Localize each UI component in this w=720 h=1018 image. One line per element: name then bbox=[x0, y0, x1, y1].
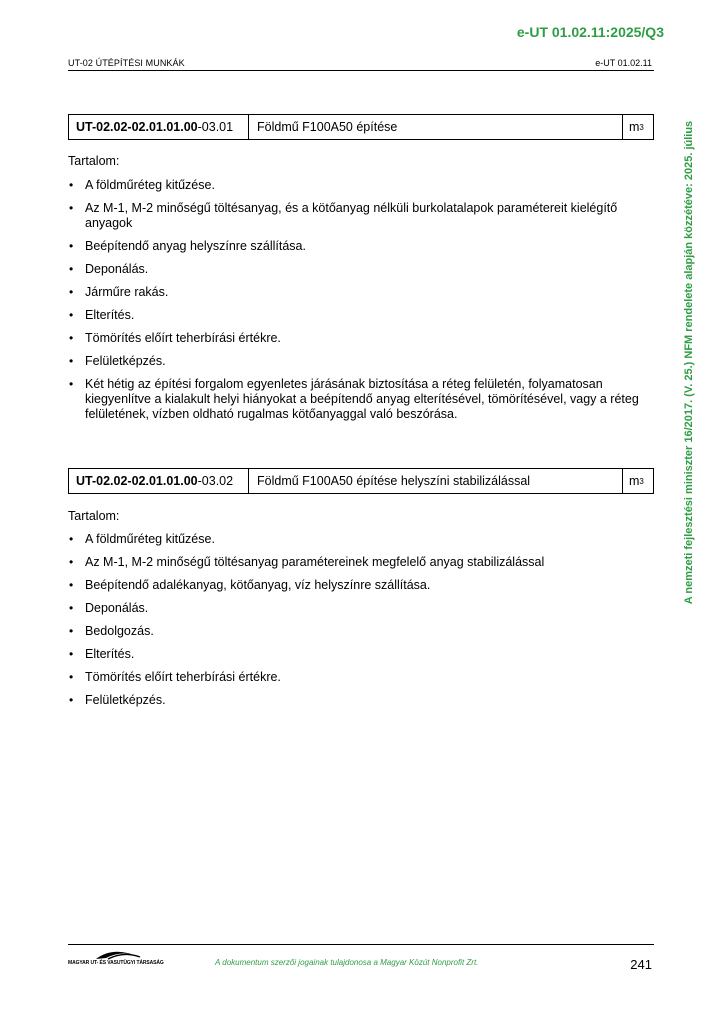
list-item: • A földműréteg kitűzése. bbox=[68, 178, 648, 193]
list-item: • Felületképzés. bbox=[68, 693, 648, 708]
list-item: • Az M-1, M-2 minőségű töltésanyag paramétereinek megfelelő anyag stabilizálással bbox=[68, 555, 648, 570]
content-label: Tartalom: bbox=[68, 509, 120, 523]
item-title: Földmű F100A50 építése bbox=[249, 115, 623, 139]
list-item: • Bedolgozás. bbox=[68, 624, 648, 639]
list-item: • A földműréteg kitűzése. bbox=[68, 532, 648, 547]
list-item: • Elterítés. bbox=[68, 647, 648, 662]
item-code-suffix: -03.01 bbox=[197, 120, 234, 134]
list-item: • Az M-1, M-2 minőségű töltésanyag, és a kötőanyag nélküli burkolatalapok paramétereit kielégítő anyagok bbox=[68, 201, 648, 231]
content-label: Tartalom: bbox=[68, 154, 120, 168]
unit-exponent: 3 bbox=[639, 122, 644, 132]
item-unit bbox=[623, 469, 653, 493]
document-code: e-UT 01.02.11:2025/Q3 bbox=[516, 24, 664, 40]
item-header-2 bbox=[68, 468, 654, 494]
list-item: • Beépítendő anyag helyszínre szállítása. bbox=[68, 239, 648, 254]
list-item: • Beépítendő adalékanyag, kötőanyag, víz helyszínre szállítása. bbox=[68, 578, 648, 593]
list-item: • Deponálás. bbox=[68, 262, 648, 277]
org-logo bbox=[68, 948, 164, 970]
running-header-code: e-UT 01.02.11 bbox=[595, 58, 652, 68]
content-list-1 bbox=[68, 178, 648, 430]
item-code-suffix: -03.02 bbox=[197, 474, 234, 488]
header-divider bbox=[68, 70, 654, 71]
unit-base: m bbox=[629, 120, 640, 134]
item-code bbox=[69, 115, 249, 139]
item-header-1 bbox=[68, 114, 654, 140]
unit-base: m bbox=[629, 474, 640, 488]
item-code-main: UT-02.02-02.01.01.00 bbox=[76, 474, 198, 488]
list-item: • Járműre rakás. bbox=[68, 285, 648, 300]
list-item: • Elterítés. bbox=[68, 308, 648, 323]
copyright-notice: A dokumentum szerzői jogainak tulajdonosa a Magyar Közút Nonprofit Zrt. bbox=[215, 958, 479, 967]
list-item: • Felületképzés. bbox=[68, 354, 648, 369]
unit-exponent: 3 bbox=[639, 476, 644, 486]
side-publication-note: A nemzeti fejlesztési miniszter 16/2017. (V. 25.) NFM rendelete alapján közzétéve: 2025. július bbox=[683, 120, 695, 605]
item-code-main: UT-02.02-02.01.01.00 bbox=[76, 120, 198, 134]
org-logo-text: MAGYAR UT- ÉS VASUTÜGYI TÁRSASÁG bbox=[68, 960, 164, 966]
item-unit bbox=[623, 115, 653, 139]
page-number: 241 bbox=[630, 957, 652, 972]
item-code bbox=[69, 469, 249, 493]
list-item: • Deponálás. bbox=[68, 601, 648, 616]
running-header-section: UT-02 ÚTÉPÍTÉSI MUNKÁK bbox=[68, 58, 185, 68]
list-item: • Tömörítés előírt teherbírási értékre. bbox=[68, 670, 648, 685]
list-item: • Tömörítés előírt teherbírási értékre. bbox=[68, 331, 648, 346]
item-title: Földmű F100A50 építése helyszíni stabilizálással bbox=[249, 469, 623, 493]
list-item: • Két hétig az építési forgalom egyenletes járásának biztosítása a réteg felületén, folyamatosan kiegyenlítve a kialakult helyi hiányokat a beépítendő anyag elterítésével, tömörítésével, vagy a réteg felületének, vízben oldható rugalmas kötőanyaggal való beszórása. bbox=[68, 377, 648, 422]
footer-divider bbox=[68, 944, 654, 945]
content-list-2 bbox=[68, 532, 648, 716]
